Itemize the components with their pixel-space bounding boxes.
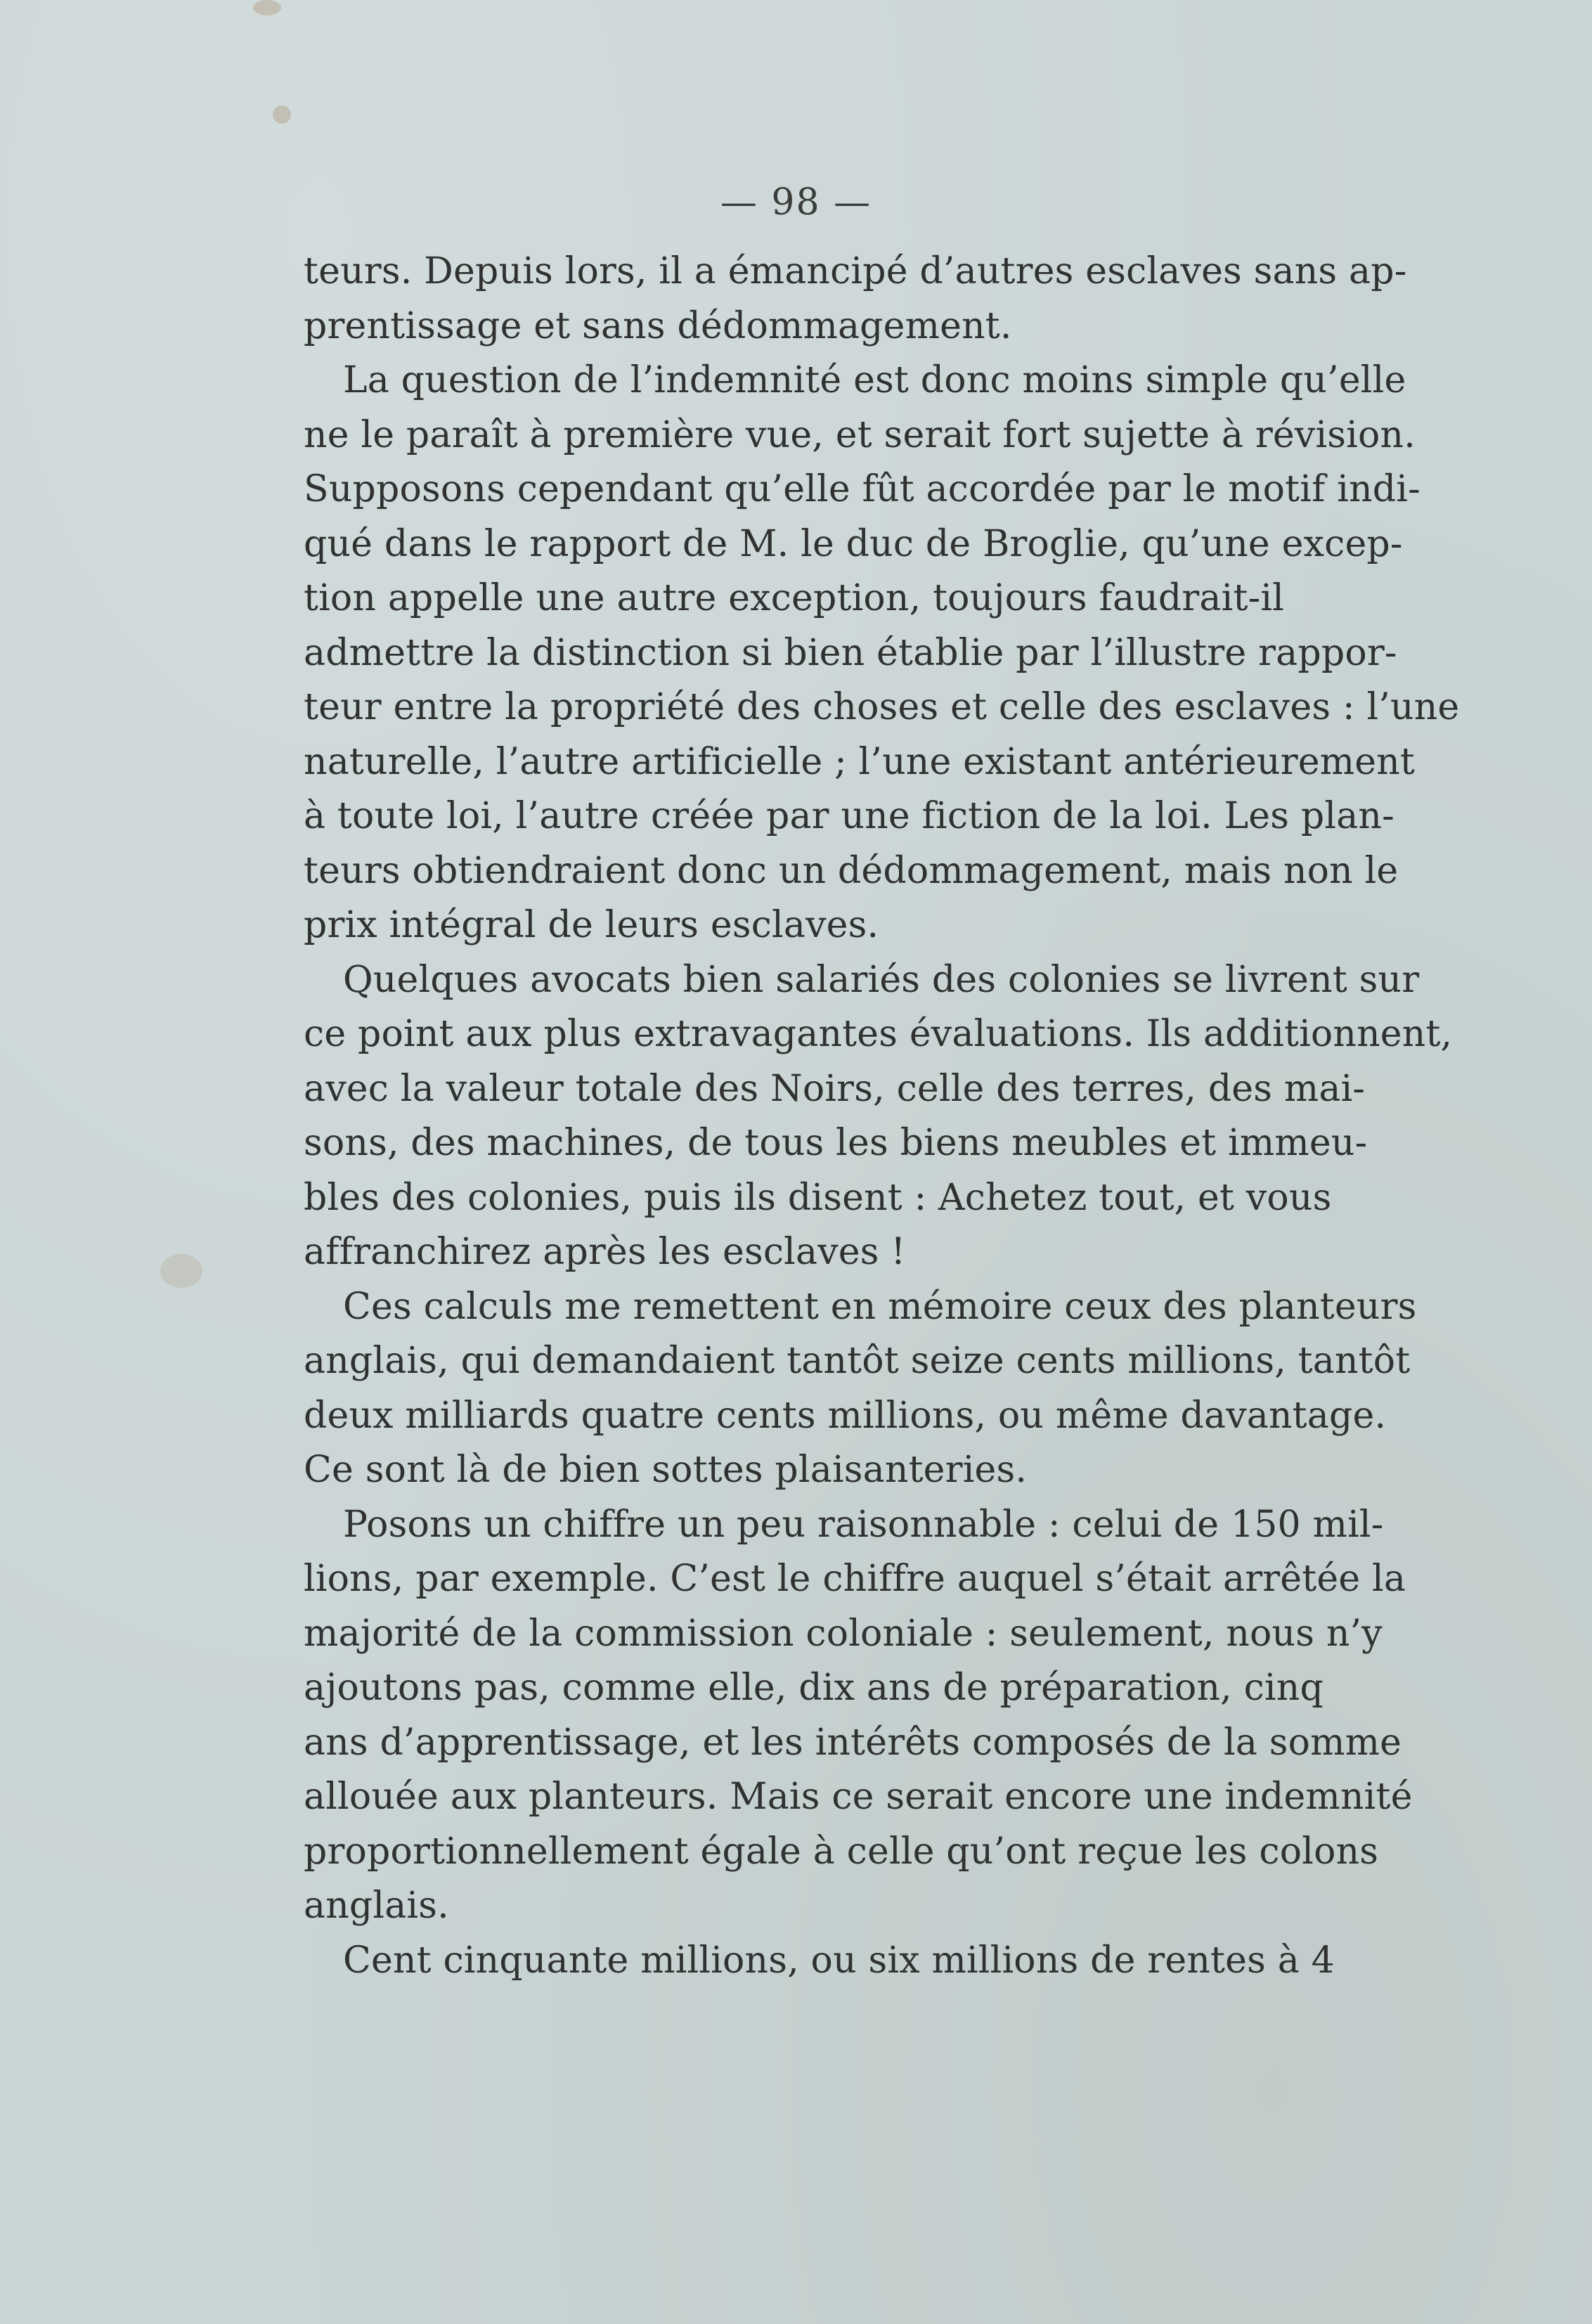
text-line: anglais, qui demandaient tantôt seize cents millions, tantôt <box>304 1340 1411 1382</box>
text-line: Supposons cependant qu’elle fût accordée par le motif indi- <box>304 468 1420 510</box>
text-line: naturelle, l’autre artificielle ; l’une existant antérieurement <box>304 740 1416 783</box>
text-line: Ces calculs me remettent en mémoire ceux des planteurs <box>343 1285 1417 1328</box>
text-line: sons, des machines, de tous les biens meubles et immeu- <box>304 1122 1368 1164</box>
text-line: Quelques avocats bien salariés des colonies se livrent sur <box>343 958 1420 1001</box>
text-line: prix intégral de leurs esclaves. <box>304 904 879 946</box>
text-line: avec la valeur totale des Noirs, celle des terres, des mai- <box>304 1067 1366 1110</box>
text-line: anglais. <box>304 1885 449 1927</box>
text-line: Posons un chiffre un peu raisonnable : celui de 150 mil- <box>343 1503 1384 1546</box>
text-line: La question de l’indemnité est donc moins simple qu’elle <box>343 359 1406 401</box>
text-line: lions, par exemple. C’est le chiffre auquel s’était arrêtée la <box>304 1558 1406 1600</box>
foxing-spot <box>160 1254 202 1288</box>
text-line: ans d’apprentissage, et les intérêts composés de la somme <box>304 1721 1402 1764</box>
foxing-spot <box>253 0 281 15</box>
text-line: teurs. Depuis lors, il a émancipé d’autres esclaves sans ap- <box>304 250 1407 292</box>
text-line: proportionnellement égale à celle qu’ont reçue les colons <box>304 1830 1379 1873</box>
text-line: Ce sont là de bien sottes plaisanteries. <box>304 1449 1028 1491</box>
text-line: à toute loi, l’autre créée par une fiction de la loi. Les plan- <box>304 795 1394 837</box>
text-line: ne le paraît à première vue, et serait fort sujette à révision. <box>304 413 1416 456</box>
text-line: tion appelle une autre exception, toujours faudrait-il <box>304 577 1284 619</box>
text-line: teur entre la propriété des choses et celle des esclaves : l’une <box>304 686 1460 728</box>
text-line: affranchirez après les esclaves ! <box>304 1231 906 1273</box>
body-text <box>304 245 1460 1988</box>
text-line: ajoutons pas, comme elle, dix ans de préparation, cinq <box>304 1667 1324 1709</box>
text-line: deux milliards quatre cents millions, ou même davantage. <box>304 1394 1387 1437</box>
text-line: prentissage et sans dédommagement. <box>304 304 1012 347</box>
foxing-spot <box>273 105 291 124</box>
text-line: bles des colonies, puis ils disent : Achetez tout, et vous <box>304 1176 1332 1219</box>
text-line: teurs obtiendraient donc un dédommagement, mais non le <box>304 849 1399 892</box>
text-line: qué dans le rapport de M. le duc de Broglie, qu’une excep- <box>304 522 1403 565</box>
text-line: allouée aux planteurs. Mais ce serait encore une indemnité <box>304 1776 1413 1818</box>
text-line: admettre la distinction si bien établie par l’illustre rappor- <box>304 631 1397 674</box>
text-line: majorité de la commission coloniale : seulement, nous n’y <box>304 1612 1383 1655</box>
text-line: Cent cinquante millions, ou six millions de rentes à 4 <box>343 1939 1335 1982</box>
page-number: — 98 — <box>720 181 872 224</box>
text-line: ce point aux plus extravagantes évaluations. Ils additionnent, <box>304 1013 1453 1055</box>
